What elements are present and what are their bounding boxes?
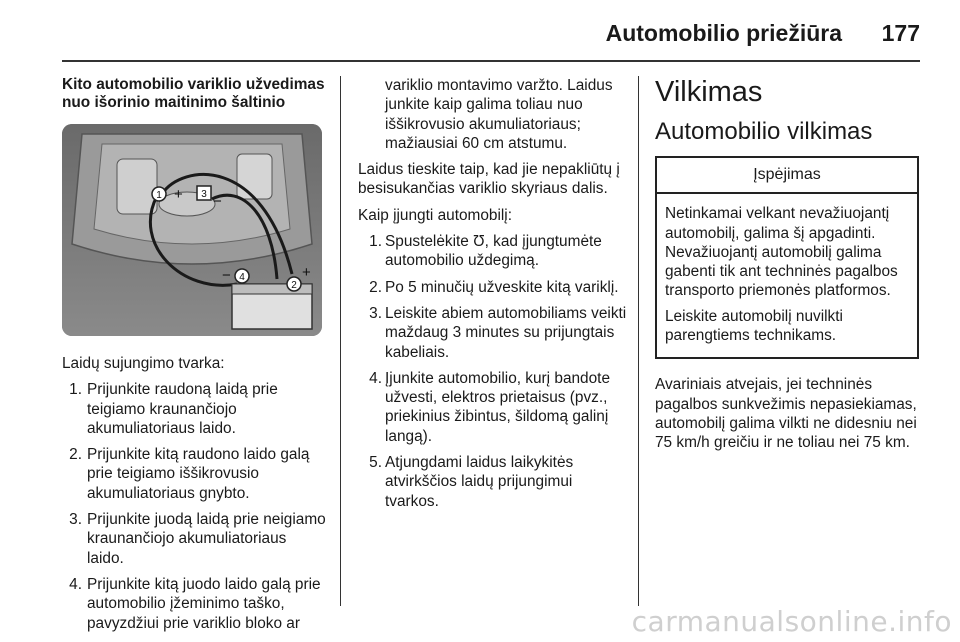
header-title: Automobilio priežiūra: [605, 20, 842, 46]
list-item: 1. Spustelėkite Ʊ, kad įjungtumėte automobilio uždegimą.: [369, 233, 602, 270]
warning-heading: Įspėjimas: [657, 158, 917, 194]
page-header: [62, 18, 920, 58]
column-left: [62, 76, 327, 640]
page-number: 177: [881, 20, 920, 46]
cable-routing-text: Laidus tieskite taip, kad jie nepakliūtų į besisukančias variklio skyriaus dalis.: [358, 161, 620, 198]
plus-sign-1: +: [174, 186, 183, 203]
engine-bay-drawing: [62, 124, 322, 336]
header-rule: [62, 60, 920, 62]
list-item: 4. Prijunkite kitą juodo laido galą prie automobilio įžeminimo taško, pavyzdžiui prie variklio bloko ar: [69, 575, 321, 632]
start-intro: Kaip įjungti automobilį:: [358, 206, 512, 224]
start-steps: [358, 232, 628, 511]
section-heading: Kito automobilio variklio užvedimas nuo išorinio maitinimo šaltinio: [62, 76, 325, 111]
label-3: 3: [201, 189, 207, 200]
watermark: carmanualsonline.info: [631, 605, 952, 638]
list-item: 1. Prijunkite raudoną laidą prie teigiamo kraunančiojo akumuliatoriaus laido.: [69, 381, 278, 437]
warning-body: [657, 194, 917, 357]
label-4: 4: [239, 272, 245, 283]
warning-box: [655, 156, 919, 359]
list-item: 2. Prijunkite kitą raudono laido galą prie teigiamo iššikrovusio akumuliatoriaus gnybto.: [69, 446, 310, 502]
column-divider-1: [340, 76, 341, 606]
column-right: [655, 76, 920, 460]
list-item: 2. Po 5 minučių užveskite kitą variklį.: [369, 278, 619, 296]
list-item: 5. Atjungdami laidus laikykitės atvirkščios laidų prijungimui tvarkos.: [369, 454, 574, 510]
list-item: 4. Įjunkite automobilio, kurį bandote užvesti, elektros prietaisus (pvz., priekinius žibintus, šildomą galinį langą).: [369, 369, 611, 445]
section-subtitle: Automobilio vilkimas: [655, 118, 873, 145]
section-title: Vilkimas: [655, 76, 763, 108]
label-2: 2: [291, 280, 297, 291]
column-divider-2: [638, 76, 639, 606]
column-middle: [358, 76, 628, 518]
connection-order-intro: Laidų sujungimo tvarka:: [62, 355, 225, 372]
connection-steps: [62, 380, 327, 633]
list-item: 3. Leiskite abiem automobiliams veikti maždaug 3 minutes su prijungtais kabeliais.: [369, 304, 627, 361]
label-1: 1: [156, 190, 162, 201]
plus-sign-2: +: [302, 264, 311, 281]
warning-text-1: Netinkamai velkant nevažiuojantį automobilį, galima šį apgadinti. Nevažiuojantį automobilį galima gabenti tik ant techninės pagalbos transporto priemonės platformos.: [665, 205, 898, 300]
step-continuation: variklio montavimo varžto. Laidus junkite kaip galima toliau nuo iššikrovusio akumuliatoriaus; mažiausiai 60 cm atstumu.: [385, 77, 613, 152]
warning-text-2: Leiskite automobilį nuvilkti parengtiems technikams.: [665, 307, 843, 345]
minus-sign-3: −: [213, 193, 222, 210]
list-item: 3. Prijunkite juodą laidą prie neigiamo kraunančiojo akumuliatoriaus laido.: [69, 511, 326, 567]
towing-paragraph: Avariniais atvejais, jei techninės pagalbos sunkvežimis nepasiekiamas, automobilį galima vilkti ne didesniu nei 75 km/h greičiu ir ne toliau nei 75 km.: [655, 376, 917, 452]
jump-start-illustration: [62, 124, 322, 336]
minus-sign-4: −: [222, 267, 231, 284]
